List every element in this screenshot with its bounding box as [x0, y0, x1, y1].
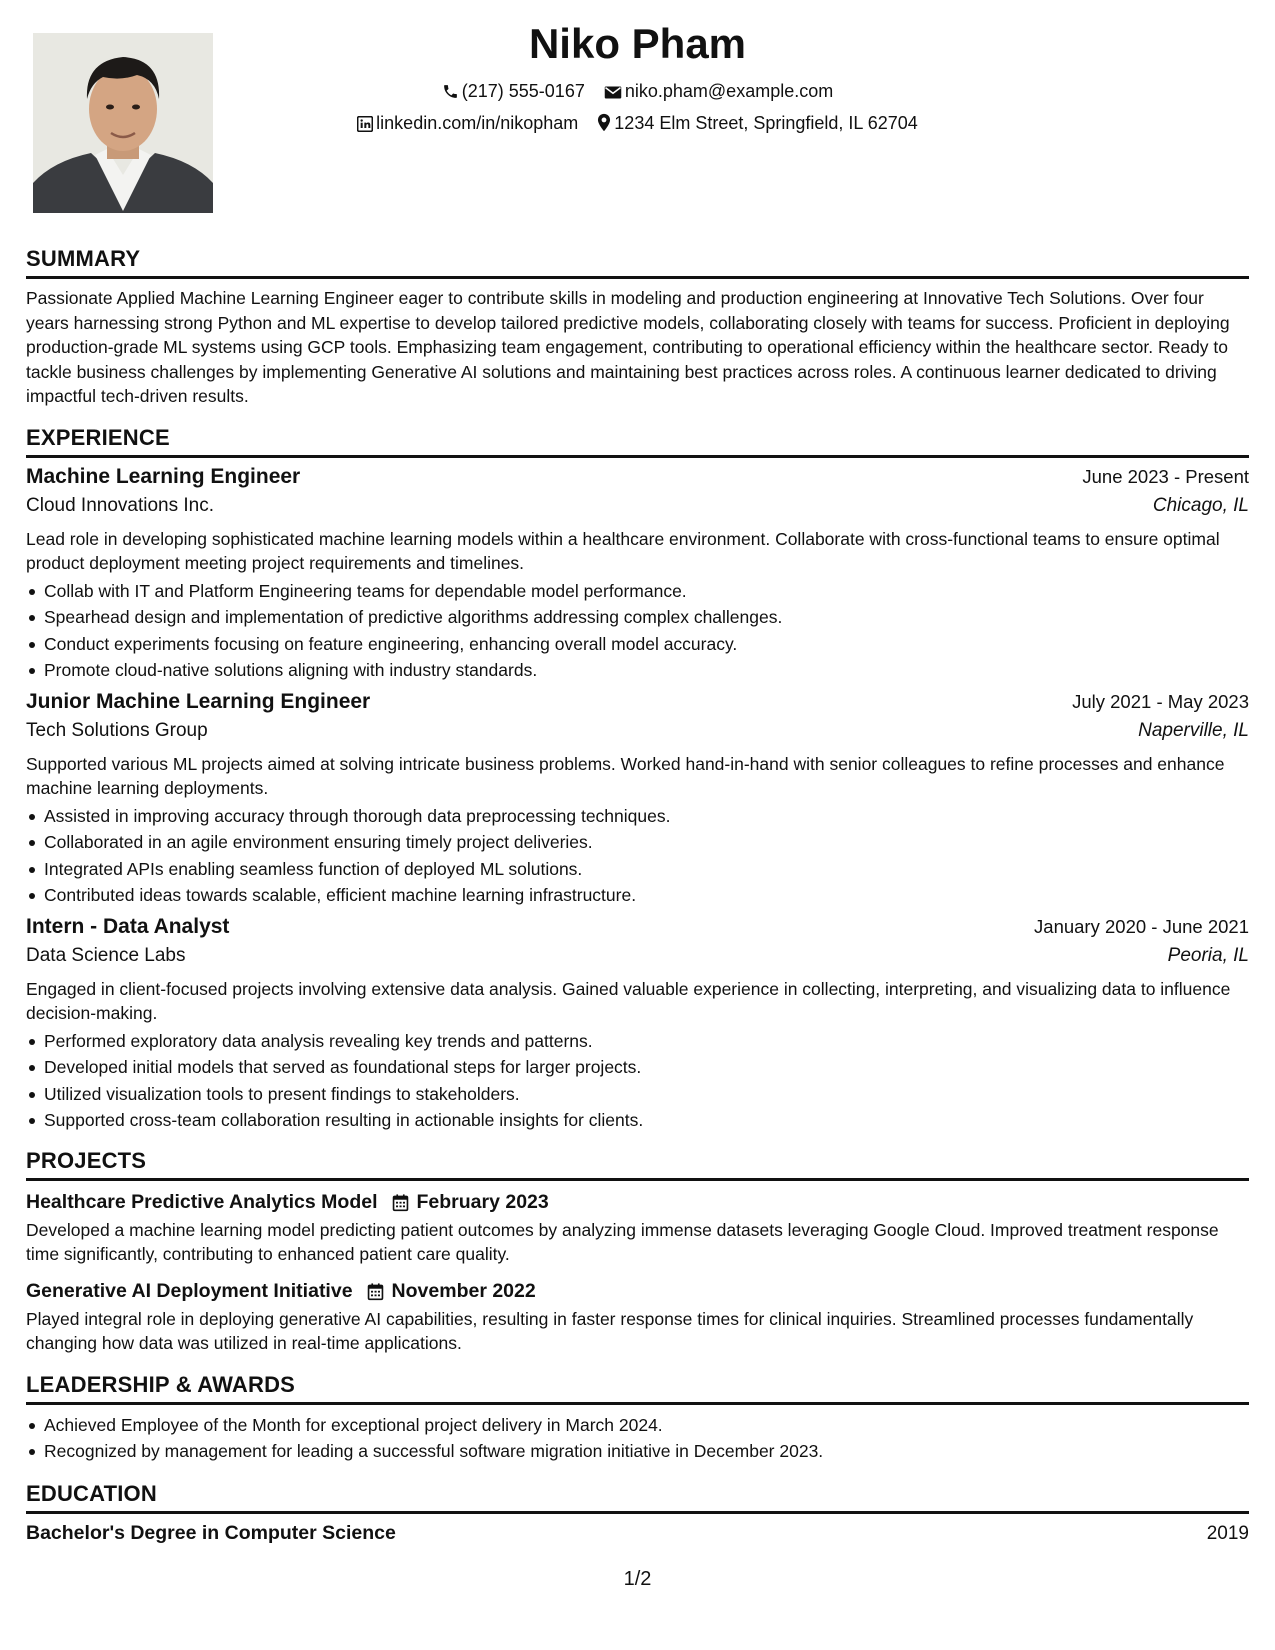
job-bullets [26, 803, 1249, 909]
job-dates: June 2023 - Present [1082, 465, 1249, 487]
job-bullets [26, 578, 1249, 684]
bullet-item: Performed exploratory data analysis revealing key trends and patterns. [26, 1028, 1249, 1055]
job-entry [26, 690, 1249, 909]
email-contact[interactable] [604, 81, 833, 102]
job-description: Supported various ML projects aimed at solving intricate business problems. Worked hand-in-hand with senior colleagues to refine processes and enhance machine learning deployments. [26, 753, 1225, 798]
job-title: Junior Machine Learning Engineer [26, 689, 371, 713]
bullet-item: Achieved Employee of the Month for exceptional project delivery in March 2024. [26, 1412, 1249, 1439]
job-description: Engaged in client-focused projects involving extensive data analysis. Gained valuable experience in collecting, interpreting, and visualizing data to influence decision-making. [26, 978, 1231, 1023]
calendar-icon [392, 1194, 409, 1212]
project-date: November 2022 [391, 1280, 536, 1302]
candidate-name: Niko Pham [528, 20, 747, 67]
job-dates: July 2021 - May 2023 [1072, 690, 1249, 712]
section-title-summary: SUMMARY [26, 246, 1249, 279]
section-title-education: EDUCATION [26, 1481, 1249, 1514]
section-title-projects: PROJECTS [26, 1148, 1249, 1181]
page-number: 1/2 [623, 1568, 652, 1590]
project-title: Generative AI Deployment Initiative [26, 1280, 353, 1302]
project-entry [26, 1277, 1249, 1356]
degree-title: Bachelor's Degree in Computer Science [26, 1521, 396, 1544]
bullet-item: Spearhead design and implementation of predictive algorithms addressing complex challenges. [26, 604, 1249, 631]
resume-body [26, 246, 1249, 1545]
address-text: 1234 Elm Street, Springfield, IL 62704 [614, 113, 918, 133]
linkedin-contact[interactable] [357, 113, 578, 134]
envelope-icon [604, 85, 622, 100]
job-location: Peoria, IL [1167, 944, 1249, 966]
job-location: Chicago, IL [1152, 494, 1249, 516]
phone-text: (217) 555-0167 [461, 81, 585, 101]
project-description: Developed a machine learning model predicting patient outcomes by analyzing immense datasets leveraging Google Cloud. Improved treatment response time significantly, contributing to enhanced patient care quality. [26, 1219, 1219, 1264]
leadership-section [26, 1372, 1249, 1465]
bullet-item: Recognized by management for leading a successful software migration initiative in December 2023. [26, 1438, 1249, 1465]
bullet-item: Conduct experiments focusing on feature engineering, enhancing overall model accuracy. [26, 631, 1249, 658]
contact-row-2 [0, 113, 1275, 134]
job-bullets [26, 1028, 1249, 1134]
job-dates: January 2020 - June 2021 [1034, 915, 1249, 937]
bullet-item: Supported cross-team collaboration resulting in actionable insights for clients. [26, 1107, 1249, 1134]
job-entry [26, 915, 1249, 1134]
job-entry [26, 465, 1249, 684]
job-company: Cloud Innovations Inc. [26, 494, 215, 516]
degree-year: 2019 [1206, 1522, 1249, 1544]
project-title: Healthcare Predictive Analytics Model [26, 1191, 378, 1213]
summary-text: Passionate Applied Machine Learning Engineer eager to contribute skills in modeling and production engineering at Innovative Tech Solutions. Over four years harnessing strong Python and ML expertise to develop tailored predictive models, collaborating closely with teams for success. Proficient in deploying production-grade ML systems using GCP tools. Emphasizing team engagement, contributing to operational efficiency within the healthcare sector. Ready to tackle business challenges by implementing Generative AI solutions and maintaining best practices across roles. A continuous learner dedicated to driving impactful tech-driven results. [26, 288, 1230, 406]
linkedin-icon [357, 116, 373, 132]
bullet-item: Promote cloud-native solutions aligning with industry standards. [26, 657, 1249, 684]
contact-row-1 [0, 81, 1275, 102]
address-contact [597, 113, 918, 134]
bullet-item: Collaborated in an agile environment ensuring timely project deliveries. [26, 829, 1249, 856]
job-location: Naperville, IL [1138, 719, 1249, 741]
phone-icon [442, 83, 459, 100]
bullet-item: Developed initial models that served as foundational steps for larger projects. [26, 1054, 1249, 1081]
project-entry [26, 1188, 1249, 1267]
map-pin-icon [597, 113, 611, 132]
calendar-icon [367, 1283, 384, 1301]
bullet-item: Collab with IT and Platform Engineering teams for dependable model performance. [26, 578, 1249, 605]
section-title-experience: EXPERIENCE [26, 425, 1249, 458]
phone-contact[interactable] [442, 81, 585, 102]
project-date: February 2023 [416, 1191, 549, 1213]
job-company: Data Science Labs [26, 944, 186, 966]
bullet-item: Contributed ideas towards scalable, efficient machine learning infrastructure. [26, 882, 1249, 909]
project-description: Played integral role in deploying generative AI capabilities, resulting in faster response times for clinical inquiries. Streamlined processes fundamentally changing how data was utilized in real-time applications. [26, 1308, 1194, 1353]
summary-section [26, 246, 1249, 409]
email-text: niko.pham@example.com [624, 81, 834, 101]
job-company: Tech Solutions Group [26, 719, 208, 741]
bullet-item: Utilized visualization tools to present findings to stakeholders. [26, 1081, 1249, 1108]
section-title-leadership: LEADERSHIP & AWARDS [26, 1372, 1249, 1405]
job-description: Lead role in developing sophisticated machine learning models within a healthcare environment. Collaborate with cross-functional teams to ensure optimal product deployment meeting project requirements and timelines. [26, 528, 1220, 573]
leadership-bullets [26, 1412, 1249, 1465]
projects-section [26, 1148, 1249, 1356]
experience-section [26, 425, 1249, 1134]
bullet-item: Integrated APIs enabling seamless function of deployed ML solutions. [26, 856, 1249, 883]
bullet-item: Assisted in improving accuracy through thorough data preprocessing techniques. [26, 803, 1249, 830]
job-title: Intern - Data Analyst [26, 914, 230, 938]
education-section [26, 1481, 1249, 1545]
linkedin-text: linkedin.com/in/nikopham [376, 113, 579, 133]
job-title: Machine Learning Engineer [26, 464, 301, 488]
